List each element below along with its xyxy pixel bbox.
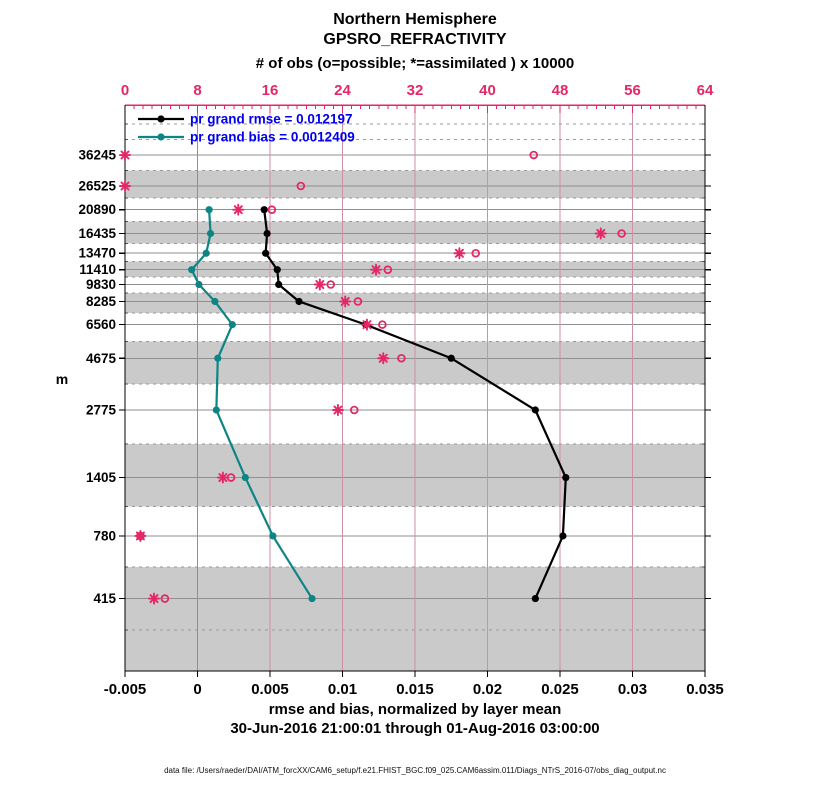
data-file-footer: data file: /Users/raeder/DAI/ATM_forcXX/CAM6_setup/f.e21.FHIST_BGC.f09_025.CAM6assim.011/Diags_NTrS_2016-07/obs_diag_output.nc — [164, 766, 666, 775]
legend-marker-sample — [157, 133, 164, 140]
level-tick-label: 9830 — [85, 277, 116, 293]
bias-point — [229, 321, 236, 328]
top-tick-label: 0 — [120, 82, 130, 99]
rmse-point — [264, 230, 271, 237]
bottom-tick-label: 0.01 — [327, 681, 358, 698]
rmse-point — [532, 595, 539, 602]
chart-subtitle: GPSRO_REFRACTIVITY — [323, 31, 507, 48]
bottom-tick-label: 0.025 — [541, 681, 579, 698]
bias-point — [308, 595, 315, 602]
bias-point — [206, 206, 213, 213]
bottom-tick-label: 0.03 — [617, 681, 648, 698]
bias-point — [242, 474, 249, 481]
assimilated-count-marker — [120, 150, 130, 160]
bottom-tick-label: 0.035 — [686, 681, 724, 698]
bottom-tick-label: -0.005 — [103, 681, 147, 698]
level-tick-label: 11410 — [79, 262, 116, 278]
bottom-tick-label: 0 — [193, 681, 202, 698]
rmse-point — [562, 474, 569, 481]
assimilated-count-marker — [596, 228, 606, 238]
bias-point — [188, 266, 195, 273]
rmse-point — [295, 298, 302, 305]
assimilated-count-marker — [120, 181, 130, 191]
top-tick-label: 48 — [551, 82, 569, 99]
y-axis-label: m — [55, 371, 69, 387]
rmse-point — [261, 206, 268, 213]
top-tick-label: 8 — [193, 82, 202, 99]
assimilated-count-marker — [378, 353, 388, 363]
top-tick-label: 56 — [624, 82, 641, 99]
level-tick-label: 16435 — [78, 225, 116, 241]
rmse-point — [559, 532, 566, 539]
assimilated-count-marker — [333, 405, 343, 415]
assimilated-count-marker — [315, 280, 325, 290]
assimilated-count-marker — [371, 265, 381, 275]
bias-point — [211, 298, 218, 305]
top-axis-label: # of obs (o=possible; *=assimilated ) x 10000 — [255, 55, 575, 72]
bottom-tick-label: 0.015 — [396, 681, 434, 698]
bias-point — [207, 230, 214, 237]
assimilated-count-marker — [233, 205, 243, 215]
bottom-tick-label: 0.02 — [472, 681, 503, 698]
bias-point — [195, 281, 202, 288]
bottom-tick-label: 0.005 — [251, 681, 289, 698]
assimilated-count-marker — [362, 320, 372, 330]
top-tick-label: 64 — [696, 82, 714, 99]
top-tick-label: 16 — [261, 82, 279, 99]
assimilated-count-marker — [218, 473, 228, 483]
date-range-label: 30-Jun-2016 21:00:01 through 01-Aug-2016 03:00:00 — [230, 720, 600, 737]
level-tick-label: 4675 — [85, 350, 116, 366]
level-tick-label: 6560 — [85, 317, 116, 333]
bias-point — [213, 406, 220, 413]
level-tick-label: 1405 — [85, 470, 116, 486]
bias-point — [269, 532, 276, 539]
rmse-point — [262, 250, 269, 257]
level-tick-label: 26525 — [78, 178, 116, 194]
assimilated-count-marker — [340, 296, 350, 306]
assimilated-count-marker — [454, 248, 464, 258]
assimilated-count-marker — [149, 594, 159, 604]
legend-marker-sample — [157, 115, 164, 122]
top-tick-label: 40 — [479, 82, 496, 99]
x-axis-label: rmse and bias, normalized by layer mean — [268, 701, 562, 718]
legend-label: pr grand rmse = 0.012197 — [190, 111, 353, 127]
level-tick-label: 13470 — [78, 245, 116, 261]
rmse-point — [275, 281, 282, 288]
legend-label: pr grand bias = 0.0012409 — [190, 129, 355, 145]
level-tick-label: 8285 — [85, 293, 116, 309]
page-title: Northern Hemisphere — [333, 11, 497, 28]
rmse-point — [274, 266, 281, 273]
bias-point — [214, 355, 221, 362]
top-tick-label: 24 — [334, 82, 351, 99]
top-tick-label: 32 — [406, 82, 424, 99]
level-tick-label: 20890 — [78, 202, 116, 218]
bias-point — [203, 250, 210, 257]
level-tick-label: 2775 — [85, 402, 116, 418]
level-tick-label: 36245 — [78, 147, 116, 163]
rmse-point — [448, 355, 455, 362]
level-tick-label: 780 — [93, 528, 116, 544]
level-tick-label: 415 — [93, 591, 116, 607]
rmse-point — [532, 406, 539, 413]
